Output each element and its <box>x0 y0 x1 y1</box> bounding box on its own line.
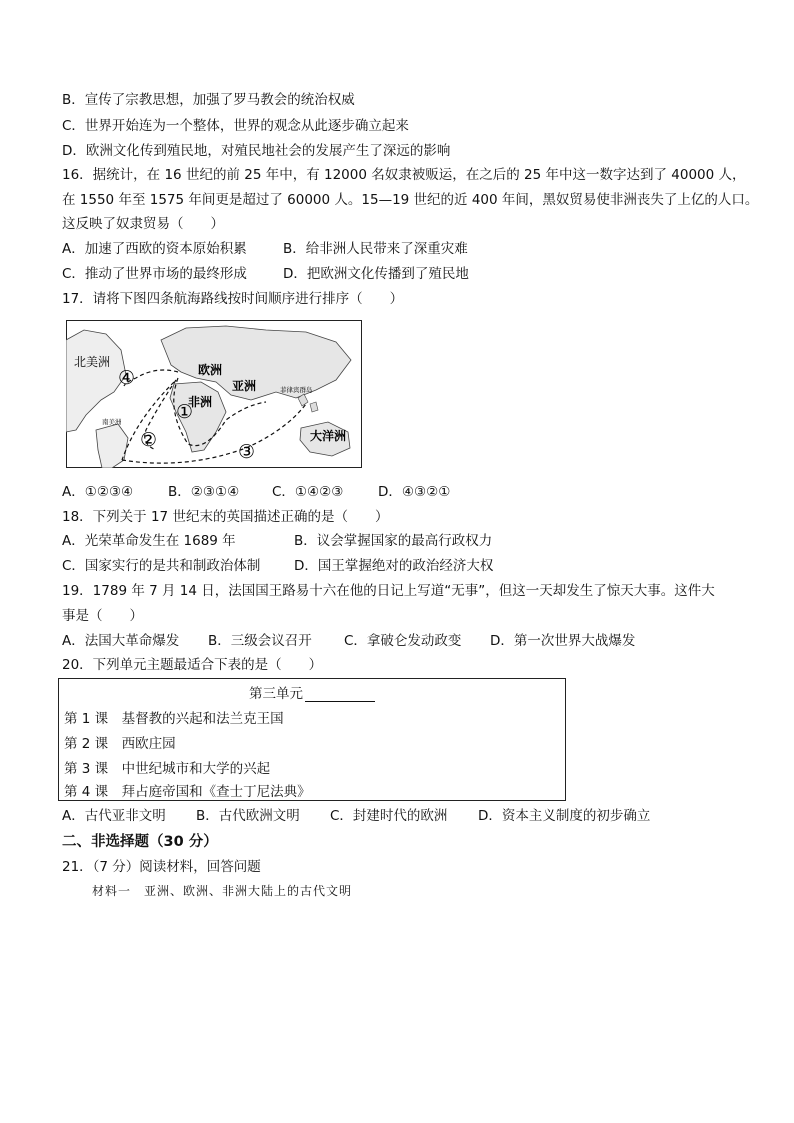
q17-option-c: C．①④②③ <box>272 484 344 500</box>
section-two-heading: 二、非选择题（30 分） <box>62 834 218 850</box>
table-row-lesson-1: 第 1 课 基督教的兴起和法兰克王国 <box>64 711 284 727</box>
q20-stem: 20．下列单元主题最适合下表的是（ ） <box>62 657 323 673</box>
route-3-marker: ③ <box>238 441 256 463</box>
q15-option-b: B．宣传了宗教思想，加强了罗马教会的统治权威 <box>62 92 355 108</box>
q19-option-d: D．第一次世界大战爆发 <box>490 633 636 649</box>
q17-stem: 17．请将下图四条航海路线按时间顺序进行排序（ ） <box>62 291 404 307</box>
label-south-america: 南美洲 <box>102 418 122 426</box>
label-europe: 欧洲 <box>198 363 223 377</box>
q19-stem-line2: 事是（ ） <box>62 608 143 624</box>
q20-option-d: D．资本主义制度的初步确立 <box>478 808 651 824</box>
route-4-marker: ④ <box>118 367 136 389</box>
q18-option-b: B．议会掌握国家的最高行政权力 <box>294 533 493 549</box>
q19-option-c: C．拿破仑发动政变 <box>344 633 462 649</box>
q18-stem: 18．下列关于 17 世纪末的英国描述正确的是（ ） <box>62 509 389 525</box>
unit-table <box>58 678 566 801</box>
q18-option-d: D．国王掌握绝对的政治经济大权 <box>294 558 494 574</box>
material-one-caption: 材料一 亚洲、欧洲、非洲大陆上的古代文明 <box>92 884 353 898</box>
unit-table-title-text: 第三单元 <box>249 686 303 702</box>
table-row-lesson-4: 第 4 课 拜占庭帝国和《查士丁尼法典》 <box>64 784 311 800</box>
q17-option-d: D．④③②① <box>378 484 451 500</box>
q16-stem-line3: 这反映了奴隶贸易（ ） <box>62 216 224 232</box>
q16-option-b: B．给非洲人民带来了深重灾难 <box>283 241 468 257</box>
q16-stem-line2: 在 1550 年至 1575 年间更是超过了 60000 人。15—19 世纪的近 400 年间，黑奴贸易使非洲丧失了上亿的人口。 <box>62 192 759 208</box>
label-north-america-1: 北美洲 <box>74 355 111 369</box>
q16-option-c: C．推动了世界市场的最终形成 <box>62 266 247 282</box>
label-asia: 亚洲 <box>232 379 257 393</box>
q19-option-b: B．三级会议召开 <box>208 633 312 649</box>
table-row-lesson-3: 第 3 课 中世纪城市和大学的兴起 <box>64 761 271 777</box>
voyage-routes-map <box>66 320 362 468</box>
q18-option-c: C．国家实行的是共和制政治体制 <box>62 558 261 574</box>
q17-option-b: B．②③①④ <box>168 484 240 500</box>
q16-option-d: D．把欧洲文化传播到了殖民地 <box>283 266 469 282</box>
label-philippines: 菲律宾群岛 <box>280 386 313 394</box>
route-1-marker: ① <box>176 401 194 423</box>
route-2-marker: ② <box>140 429 158 451</box>
label-africa: 非洲 <box>188 395 213 409</box>
table-row-lesson-2: 第 2 课 西欧庄园 <box>64 736 176 752</box>
q15-option-c: C．世界开始连为一个整体，世界的观念从此逐步确立起来 <box>62 118 409 134</box>
q16-option-a: A．加速了西欧的资本原始积累 <box>62 241 247 257</box>
q20-option-b: B．古代欧洲文明 <box>196 808 300 824</box>
q18-option-a: A．光荣革命发生在 1689 年 <box>62 533 236 549</box>
q19-option-a: A．法国大革命爆发 <box>62 633 180 649</box>
q19-stem-line1: 19．1789 年 7 月 14 日，法国国王路易十六在他的日记上写道“无事”，但这一天却发生了惊天大事。这件大 <box>62 583 715 599</box>
q20-option-a: A．古代亚非文明 <box>62 808 166 824</box>
label-oceania: 大洋洲 <box>310 429 347 443</box>
q17-option-a: A．①②③④ <box>62 484 134 500</box>
unit-title-blank <box>305 687 375 702</box>
q15-option-d: D．欧洲文化传到殖民地，对殖民地社会的发展产生了深远的影响 <box>62 143 451 159</box>
unit-table-title <box>249 682 375 702</box>
q16-stem-line1: 16．据统计，在 16 世纪的前 25 年中，有 12000 名奴隶被贩运，在之后的 25 年中这一数字达到了 40000 人， <box>62 167 746 183</box>
q20-option-c: C．封建时代的欧洲 <box>330 808 448 824</box>
q21-stem: 21．（7 分）阅读材料，回答问题 <box>62 859 261 875</box>
